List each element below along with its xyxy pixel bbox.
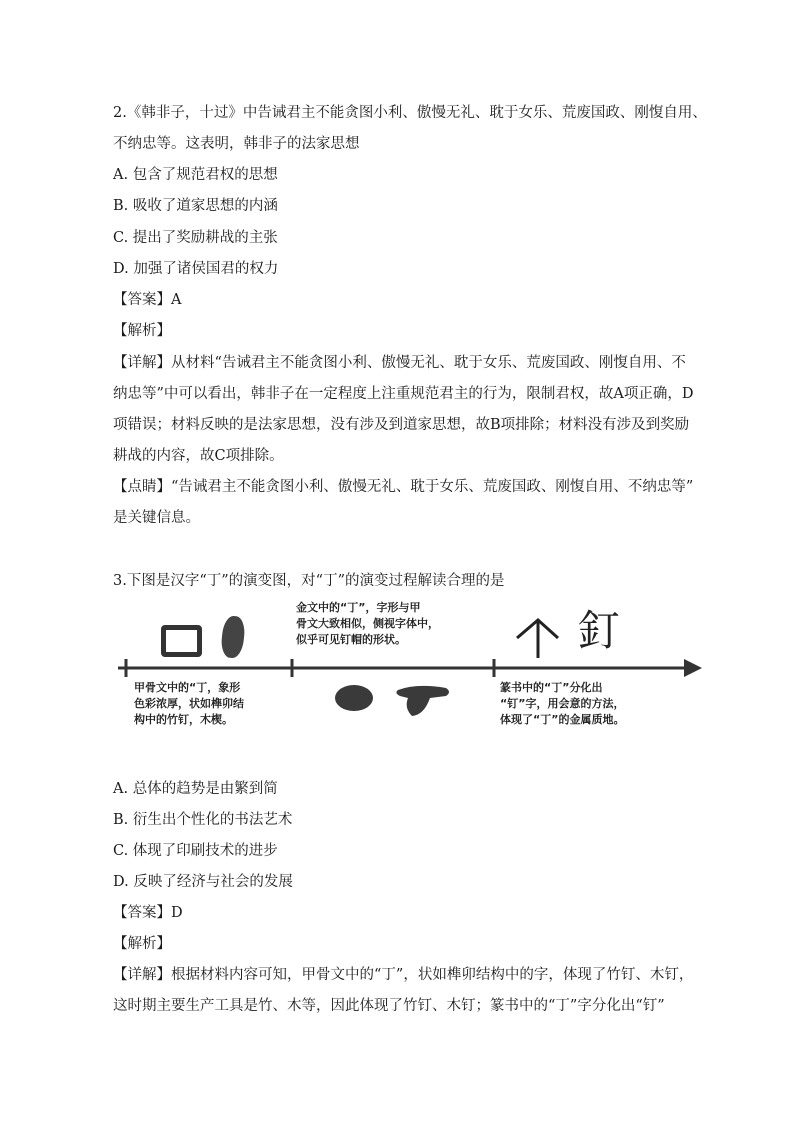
ding-evolution-figure (112, 598, 712, 748)
q3-option-d: D. 反映了经济与社会的发展 (113, 874, 293, 890)
q2-detail-line2: 纳忠等”中可以看出，韩非子在一定程度上注重规范君主的行为，限制君权，故A项正确，D (113, 386, 694, 402)
q2-point-line1: 【点睛】“告诫君主不能贪图小利、傲慢无礼、耽于女乐、荒废国政、刚愎自用、不纳忠等” (113, 479, 694, 495)
q2-option-d: D. 加强了诸侯国君的权力 (113, 261, 279, 277)
figure-caption-zhuanshu: 篆书中的“丁”分化出 “钉”字，用会意的方法， 体现了“丁”的金属质地。 (500, 681, 625, 726)
seal-script-ding-glyph: 釘 (578, 606, 621, 655)
q3-detail-line2: 这时期主要生产工具是竹、木等，因此体现了竹钉、木钉；篆书中的“丁”字分化出“钉” (113, 998, 665, 1014)
q3-option-a: A. 总体的趋势是由繁到简 (113, 781, 278, 797)
q2-detail-line3: 项错误；材料反映的是法家思想，没有涉及到道家思想，故B项排除；材料没有涉及到奖励 (113, 417, 690, 433)
q2-detail-line1: 【详解】从材料“告诫君主不能贪图小利、傲慢无礼、耽于女乐、荒废国政、刚愎自用、不 (113, 355, 686, 371)
q2-detail-line4: 耕战的内容，故C项排除。 (113, 448, 284, 464)
q2-option-a: A. 包含了规范君权的思想 (113, 167, 278, 183)
q3-option-c: C. 体现了印刷技术的进步 (113, 843, 278, 859)
q3-detail-line1: 【详解】根据材料内容可知，甲骨文中的“丁”，状如榫卯结构中的字，体现了竹钉、木钉， (113, 967, 694, 983)
q2-stem-line1: 2.《韩非子，十过》中告诫君主不能贪图小利、傲慢无礼、耽于女乐、荒废国政、刚愎自用、 (113, 105, 707, 121)
q2-analysis-label: 【解析】 (113, 323, 171, 339)
q2-point-line2: 是关键信息。 (113, 510, 200, 526)
q2-option-b: B. 吸收了道家思想的内涵 (113, 198, 278, 214)
q3-analysis-label: 【解析】 (113, 936, 171, 952)
q2-answer: 【答案】A (113, 292, 182, 308)
figure-caption-jinwen: 金文中的“丁”，字形与甲 骨文大致相似，侧视字体中， 似乎可见钉帽的形状。 (296, 601, 439, 646)
q3-option-b: B. 衍生出个性化的书法艺术 (113, 812, 293, 828)
q2-option-c: C. 提出了奖励耕战的主张 (113, 230, 278, 246)
q3-answer: 【答案】D (113, 905, 183, 921)
figure-caption-jiaguwen: 甲骨文中的“丁，象形 色彩浓厚，状如榫卯结 构中的竹钉，木楔。 (134, 681, 244, 726)
q3-stem: 3.下图是汉字“丁”的演变图，对“丁”的演变过程解读合理的是 (113, 573, 505, 589)
q2-stem-line2: 不纳忠等。这表明，韩非子的法家思想 (113, 136, 360, 152)
